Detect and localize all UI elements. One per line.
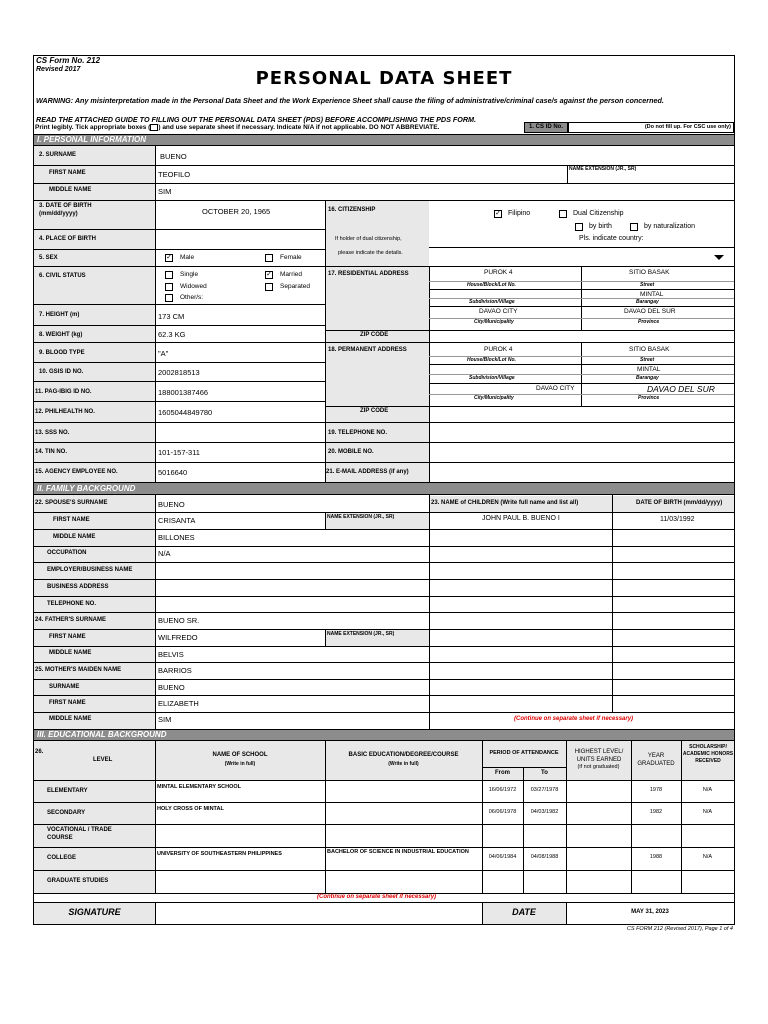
gsis-value[interactable]: 2002818513 — [158, 368, 200, 377]
section-family-background: II. FAMILY BACKGROUND — [34, 482, 734, 495]
personal-mid-label-bg — [325, 200, 429, 482]
perm-city-label: City/Municipality — [474, 395, 514, 401]
education-course[interactable]: BACHELOR OF SCIENCE IN INDUSTRIAL EDUCATION — [327, 849, 469, 855]
tin-value[interactable]: 101-157-311 — [158, 448, 200, 457]
honors-header: SCHOLARSHIP/ ACADEMIC HONORS RECEIVED — [682, 744, 734, 764]
child-1-dob[interactable]: 11/03/1992 — [660, 516, 695, 523]
mother-middle-label: MIDDLE NAME — [49, 716, 92, 722]
widowed-label: Widowed — [180, 283, 207, 290]
male-checkbox[interactable]: ✓ — [166, 254, 172, 261]
dual-citizenship-checkbox[interactable] — [559, 210, 567, 218]
education-honors[interactable]: N/A — [702, 854, 713, 860]
perm-city[interactable]: DAVAO CITY — [536, 385, 575, 392]
highest-level-sub: (if not graduated) — [577, 764, 620, 770]
blood-type-value[interactable]: "A" — [158, 349, 169, 358]
perm-street-label: Street — [640, 357, 655, 363]
filipino-label: Filipino — [508, 210, 531, 217]
filipino-checkbox[interactable]: ✓ — [495, 210, 501, 217]
widowed-checkbox[interactable] — [165, 283, 173, 291]
education-school[interactable]: HOLY CROSS OF MINTAL — [157, 806, 224, 812]
by-birth-checkbox[interactable] — [575, 223, 583, 231]
single-label: Single — [180, 271, 199, 278]
res-house-label: House/Block/Lot No. — [467, 282, 516, 288]
first-name-value[interactable]: TEOFILO — [158, 170, 191, 179]
weight-label: 8. WEIGHT (kg) — [39, 332, 83, 338]
education-level-label: SECONDARY — [47, 810, 86, 816]
date-value[interactable]: MAY 31, 2023 — [631, 909, 669, 915]
education-from[interactable]: 06/06/1978 — [488, 809, 517, 815]
family-continue-note: (Continue on separate sheet if necessary) — [514, 716, 634, 722]
spouse-middle-value[interactable]: BILLONES — [158, 533, 195, 542]
date-label: DATE — [512, 907, 536, 917]
sex-label: 5. SEX — [39, 255, 58, 261]
permanent-label: 18. PERMANENT ADDRESS — [328, 347, 407, 353]
education-school[interactable]: UNIVERSITY OF SOUTHEASTERN PHILIPPINES — [157, 851, 282, 857]
occupation-label: OCCUPATION — [47, 550, 87, 556]
business-address-label: BUSINESS ADDRESS — [47, 584, 109, 590]
mobile-label: 20. MOBILE NO. — [328, 449, 374, 455]
dual-citizenship-label: Dual Citizenship — [573, 210, 624, 217]
philhealth-value[interactable]: 1605044849780 — [158, 408, 213, 417]
perm-province[interactable]: DAVAO DEL SUR — [647, 384, 715, 394]
civil-status-label: 6. CIVIL STATUS — [39, 273, 86, 279]
dual-note-1: If holder of dual citizenship, — [335, 236, 402, 242]
pagibig-label: 11. PAG-IBIG ID NO. — [35, 389, 92, 395]
philhealth-label: 12. PHILHEALTH NO. — [35, 409, 95, 415]
education-to[interactable]: 03/27/1978 — [530, 787, 559, 793]
employer-label: EMPLOYER/BUSINESS NAME — [47, 567, 133, 573]
by-naturalization-checkbox[interactable] — [630, 223, 638, 231]
education-year[interactable]: 1982 — [649, 809, 663, 815]
spouse-ext-label: NAME EXTENSION (JR., SR) — [327, 514, 395, 520]
spouse-middle-label: MIDDLE NAME — [53, 534, 96, 540]
education-level-label: ELEMENTARY — [47, 788, 88, 794]
blood-type-label: 9. BLOOD TYPE — [39, 350, 85, 356]
spouse-surname-value[interactable]: BUENO — [158, 500, 185, 509]
country-dropdown-icon[interactable] — [714, 255, 724, 260]
guide-text: READ THE ATTACHED GUIDE TO FILLING OUT THE PERSONAL DATA SHEET (PDS) BEFORE ACCOMPLISHING THE PDS FORM. — [36, 115, 477, 124]
residential-label: 17. RESIDENTIAL ADDRESS — [328, 271, 409, 277]
signature-label: SIGNATURE — [68, 907, 121, 917]
country-label: Pls. indicate country: — [579, 235, 644, 242]
mother-maiden-label: 25. MOTHER'S MAIDEN NAME — [35, 667, 122, 673]
cs-id-label: 1. CS ID No. — [524, 122, 568, 133]
occupation-value[interactable]: N/A — [158, 549, 171, 558]
married-checkbox[interactable]: ✓ — [266, 271, 272, 278]
child-dob-label: DATE OF BIRTH (mm/dd/yyyy) — [636, 500, 723, 506]
spouse-telephone-label: TELEPHONE NO. — [47, 601, 97, 607]
res-barangay[interactable]: MINTAL — [640, 291, 664, 298]
perm-barangay[interactable]: MINTAL — [637, 366, 661, 373]
father-ext-label: NAME EXTENSION (JR., SR) — [327, 631, 395, 637]
page-title: PERSONAL DATA SHEET — [255, 68, 513, 89]
pagibig-value[interactable]: 188001387466 — [158, 388, 209, 397]
single-checkbox[interactable] — [165, 271, 173, 279]
middle-name-label: MIDDLE NAME — [49, 187, 92, 193]
signature-field[interactable] — [156, 903, 482, 924]
education-honors[interactable]: N/A — [702, 787, 713, 793]
res-city-label: City/Municipality — [474, 319, 514, 325]
mother-first-label: FIRST NAME — [49, 700, 86, 706]
education-level-label: VOCATIONAL / TRADE COURSE — [47, 827, 112, 841]
by-naturalization-label: by naturalization — [644, 223, 695, 230]
page-footer: CS FORM 212 (Revised 2017), Page 1 of 4 — [626, 926, 733, 932]
course-header: BASIC EDUCATION/DEGREE/COURSE — [348, 752, 459, 758]
res-street-label: Street — [640, 282, 655, 288]
level-header: LEVEL — [93, 757, 113, 763]
perm-province-label: Province — [638, 395, 660, 401]
perm-brgy-label: Barangay — [636, 375, 659, 381]
education-year[interactable]: 1978 — [649, 787, 663, 793]
height-label: 7. HEIGHT (m) — [39, 312, 80, 318]
telephone-label: 19. TELEPHONE NO. — [328, 430, 388, 436]
res-zip-label: ZIP CODE — [360, 332, 389, 338]
children-label: 23. NAME of CHILDREN (Write full name and list all) — [431, 500, 579, 506]
surname-value[interactable]: BUENO — [160, 152, 187, 161]
sss-label: 13. SSS NO. — [35, 430, 70, 436]
spouse-first-value[interactable]: CRISANTA — [158, 516, 196, 525]
others-checkbox[interactable] — [165, 294, 173, 302]
mother-first-value[interactable]: ELIZABETH — [158, 699, 199, 708]
education-to[interactable]: 04/08/1988 — [530, 854, 559, 860]
surname-label: 2. SURNAME — [39, 152, 77, 158]
school-header-sub: (Write in full) — [224, 761, 256, 767]
height-value[interactable]: 173 CM — [158, 312, 185, 321]
mother-surname-value[interactable]: BUENO — [158, 683, 185, 692]
perm-house-label: House/Block/Lot No. — [467, 357, 516, 363]
perm-subd-label: Subdivision/Village — [469, 375, 515, 381]
res-subd-label: Subdivision/Village — [469, 299, 515, 305]
res-province[interactable]: DAVAO DEL SUR — [624, 308, 676, 315]
female-checkbox[interactable] — [265, 254, 273, 262]
dob-label: 3. DATE OF BIRTH (mm/dd/yyyy) — [39, 203, 92, 217]
print-instruction: Print legibly. Tick appropriate boxes ( ) and use separate sheet if necessary. Indicate N/A if not applicable. DO NOT ABBREVIATE. — [35, 124, 440, 132]
agency-label: 15. AGENCY EMPLOYEE NO. — [35, 469, 118, 475]
from-header: From — [495, 770, 510, 776]
res-house[interactable]: PUROK 4 — [484, 269, 513, 276]
res-brgy-label: Barangay — [636, 299, 659, 305]
perm-zip-label: ZIP CODE — [360, 408, 389, 414]
dual-note-2: please indicate the details. — [338, 250, 403, 256]
pob-label: 4. PLACE OF BIRTH — [39, 236, 97, 242]
female-label: Female — [280, 254, 302, 261]
separated-label: Separated — [280, 283, 310, 290]
others-label: Other/s: — [180, 294, 204, 301]
father-surname-label: 24. FATHER'S SURNAME — [35, 617, 106, 623]
male-label: Male — [180, 254, 195, 261]
highest-level-header: HIGHEST LEVEL/ UNITS EARNED — [574, 749, 624, 763]
education-level-label: GRADUATE STUDIES — [47, 878, 109, 884]
father-middle-label: MIDDLE NAME — [49, 650, 92, 656]
married-label: Married — [280, 271, 303, 278]
spouse-surname-label: 22. SPOUSE'S SURNAME — [35, 500, 108, 506]
period-header: PERIOD OF ATTENDANCE — [489, 750, 559, 756]
warning-text: WARNING: Any misinterpretation made in the Personal Data Sheet and the Work Experience Sheet shall cause the filing of administrative/criminal case/s against the person concerned. — [36, 96, 664, 105]
form-revision: Revised 2017 — [36, 66, 81, 73]
dob-value[interactable]: OCTOBER 20, 1965 — [202, 207, 271, 216]
father-middle-value[interactable]: BELVIS — [158, 650, 184, 659]
father-surname-value[interactable]: BUENO SR. — [158, 616, 200, 625]
education-level-label: COLLEGE — [47, 855, 77, 861]
res-city[interactable]: DAVAO CITY — [479, 308, 518, 315]
section-personal-info: I. PERSONAL INFORMATION — [34, 134, 734, 146]
email-label: 21. E-MAIL ADDRESS (if any) — [326, 469, 409, 475]
education-from[interactable]: 16/06/1972 — [488, 787, 517, 793]
first-name-label: FIRST NAME — [49, 170, 86, 176]
tin-label: 14. TIN NO. — [35, 449, 68, 455]
education-from[interactable]: 04/06/1984 — [488, 854, 517, 860]
middle-name-value[interactable]: SIM — [158, 187, 172, 196]
spouse-first-label: FIRST NAME — [53, 517, 90, 523]
father-first-label: FIRST NAME — [49, 634, 86, 640]
mother-maiden-value[interactable]: BARRIOS — [158, 666, 192, 675]
year-graduated-header: YEAR GRADUATED — [637, 753, 675, 767]
separated-checkbox[interactable] — [265, 283, 273, 291]
res-province-label: Province — [638, 319, 660, 325]
education-year[interactable]: 1988 — [649, 854, 663, 860]
child-1-name[interactable]: JOHN PAUL B. BUENO I — [482, 515, 560, 522]
res-street[interactable]: SITIO BASAK — [629, 269, 670, 276]
education-school[interactable]: MINTAL ELEMENTARY SCHOOL — [157, 784, 242, 790]
agency-value[interactable]: 5016640 — [158, 468, 188, 477]
form-number: CS Form No. 212 — [36, 56, 101, 65]
perm-street[interactable]: SITIO BASAK — [629, 346, 670, 353]
mother-surname-label: SURNAME — [49, 684, 80, 690]
course-header-sub: (Write in full) — [388, 761, 419, 767]
by-birth-label: by birth — [589, 223, 612, 230]
citizenship-label: 16. CITIZENSHIP — [328, 207, 376, 213]
education-honors[interactable]: N/A — [702, 809, 713, 815]
school-header: NAME OF SCHOOL — [212, 752, 268, 758]
perm-house[interactable]: PUROK 4 — [484, 346, 513, 353]
to-header: To — [541, 770, 548, 776]
education-continue-note: (Continue on separate sheet if necessary) — [317, 894, 437, 900]
father-first-value[interactable]: WILFREDO — [158, 633, 198, 642]
education-number: 26. — [35, 749, 44, 755]
cs-id-field[interactable]: (Do not fill up. For CSC use only) — [568, 122, 734, 133]
section-educational-background: III. EDUCATIONAL BACKGROUND — [34, 729, 734, 741]
mother-middle-value[interactable]: SIM — [158, 715, 172, 724]
name-ext-label: NAME EXTENSION (JR., SR) — [569, 166, 637, 172]
gsis-label: 10. GSIS ID NO. — [39, 369, 84, 375]
education-to[interactable]: 04/03/1982 — [530, 809, 559, 815]
weight-value[interactable]: 62.3 KG — [158, 330, 186, 339]
